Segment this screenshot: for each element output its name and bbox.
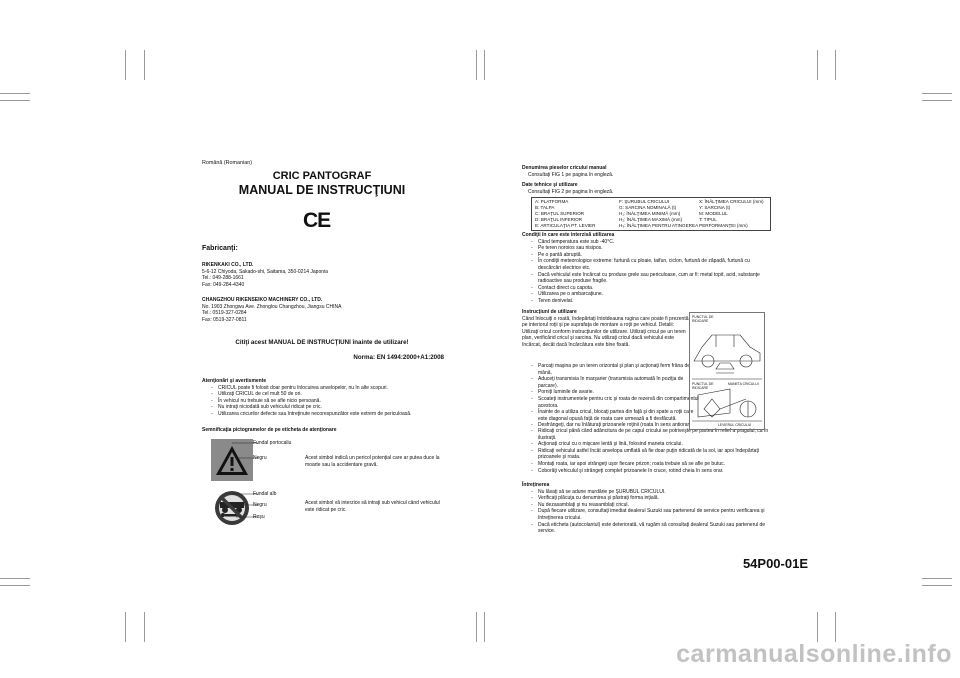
jacking-illustration xyxy=(689,312,765,430)
crop-mark xyxy=(0,585,30,586)
manufacturers-heading: Fabricanţi: xyxy=(202,245,238,252)
tech-data-section: Date tehnice şi utilizare Consultaţi FIG 2 pe pagina în engleză. xyxy=(522,182,614,195)
ce-mark: CE xyxy=(303,209,331,232)
jack-lever-label: LEVIERUL CRICULUI xyxy=(718,423,752,427)
crop-mark xyxy=(484,50,485,80)
crop-mark xyxy=(817,50,818,80)
crop-mark xyxy=(0,578,30,579)
warnings-list: - CRICUL poate fi folosit doar pentru înlocuirea anvelopelor, nu în alte scopuri. - Utilizaţi CRICUL de cel mult 50 de ori. - În vehicul nu trebuie să se afle nicio persoană. - Nu intraţi niciodată sub vehiculul ridicat pe cric. - Utilizarea cricurilor defecte sau întreţinute necorespunzător este extrem de periculoasă. xyxy=(202,385,452,418)
watermark: carmanualsonline.info xyxy=(676,640,952,668)
crop-mark xyxy=(144,612,145,642)
crop-mark xyxy=(922,93,952,94)
title-jack: CRIC PANTOGRAF xyxy=(272,170,372,182)
crop-mark xyxy=(835,612,836,642)
bg-white-label: Fundal alb xyxy=(253,491,277,497)
pictogram-1-description: Acest simbol indică un pericol potenţial care ar putea duce la moarte sau la accidentare gravă. xyxy=(305,455,440,468)
specs-table: A: PLATFORMA F: ŞURUBUL CRICULUI X: ÎNĂLŢIMEA CRICULUI (mm) B: TALPA G: SARCINA NOMINALĂ (t) Y: SARCINA (t) C: BRAŢUL SUPERIOR H₁: ÎNĂLŢIMEA MINIMĂ (mm) M: MODELUL D: BRAŢUL INFERIOR H₂: ÎNĂLŢIMEA MAXIMĂ (mm) T: TIPUL E: ARTICULAŢIA PT. LEVIER H₃: ÎNĂLŢIMEA PENTRU ATINGEREA PERFORMANŢEI (mm) xyxy=(531,197,771,231)
document-code: 54P00-01E xyxy=(742,556,808,571)
maintenance-section: Întreţinerea - Nu lăsaţi să se adune murdărie pe ŞURUBUL CRICULUI. - Verificaţi plăcuţa cu denumirea şi păstraţi forma inţială. - Nu dezasamblaţi şi nu reasamblaţi cricul. - După fiecare utilizare, consultaţi imediat dealerul Suzuki sau partenerul de service pentru verificarea şi întreţinerea cricului. - Dacă eticheta (autocolantul) este deteriorată, vă rugăm să consultaţi dealerul Suzuki sau partenerul de service. xyxy=(522,482,774,535)
usage-instructions-section: Instrucţiuni de utilizare Când înlocuiţi o roată, îndepărtaţi întotdeauna rugina care poate fi prezentă pe interiorul roţii şi pe suprafaţa de montare a roţii pe vehicul. Detalii: Utilizaţi cricul conform instrucţiunilor de utilizare. Utilizaţi cricul pe un teren plan, verificând cricul şi sarcina. Nu utilizaţi cricul dacă vehiculul este încărcat, decât dacă încărcătura este bine fixată. xyxy=(522,309,689,348)
crop-mark xyxy=(922,585,952,586)
title-manual: MANUAL DE INSTRUCŢIUNI xyxy=(238,183,406,197)
crop-mark xyxy=(922,100,952,101)
crop-mark xyxy=(835,50,836,80)
prohibited-conditions-section: Condiţii în care este interzisă utilizarea - Când temperatura este sub -40°C. - Pe teren noroios sau nisipos. - Pe o pantă abruptă. - În condiţii meteorologice extreme: furtună cu ploaie, taifun, ciclon, furtună de zăpadă, furtună cu descărcări electrice etc. - Dacă vehiculul este încărcat cu produse grele sau periculoase, cum ar fi: metal topit, acid, substanţe radioactive sau produse fragile. - Contact direct cu capota. - Utilizarea pe o ambarcaţiune. - Teren denivelat. xyxy=(522,232,774,305)
bg-orange-label: Fundal portocaliu xyxy=(253,440,292,446)
crop-mark xyxy=(922,578,952,579)
warnings-section: Atenţionări şi avertismente - CRICUL poate fi folosit doar pentru înlocuirea anvelopelor, nu în alte scopuri. - Utilizaţi CRICUL de cel mult 50 de ori. - În vehicul nu trebuie să se afle nicio persoană. - Nu intraţi niciodată sub vehiculul ridicat pe cric. - Utilizarea cricurilor defecte sau întreţinute necorespunzător este extrem de periculoasă. xyxy=(202,378,452,418)
black-label: Negru xyxy=(253,455,267,461)
crop-mark xyxy=(476,612,477,642)
part-names-section: Denumirea pieselor cricului manual Consultaţi FIG 1 pe pagina în engleză. xyxy=(522,165,614,178)
crop-mark xyxy=(0,100,30,101)
pictogram-heading: Semnificaţia pictogramelor de pe eticheta de atenţionare xyxy=(202,427,337,433)
lift-point-label: PUNCTUL DE RIDICARE xyxy=(692,315,714,323)
crop-mark xyxy=(125,612,126,642)
language-label: Română (Romanian) xyxy=(202,160,253,166)
crop-mark xyxy=(125,50,126,80)
crop-mark xyxy=(817,612,818,642)
manufacturer-1: RIKENKAKI CO., LTD. 5-6-12 Chiyoda, Sakado-shi, Saitama, 350-0214 Japonia Tel.: 049-288-1661 Fax: 049-284-4340 xyxy=(202,262,328,288)
maintenance-list: - Nu lăsaţi să se adune murdărie pe ŞURUBUL CRICULUI. - Verificaţi plăcuţa cu denumirea şi păstraţi forma inţială. - Nu dezasamblaţi şi nu reasamblaţi cricul. - După fiecare utilizare, consultaţi imediat dealerul Suzuki sau partenerul de service pentru verificarea şi întreţinerea cricului. - Dacă eticheta (autocolantul) este deteriorată, vă rugăm să consultaţi dealerul Suzuki sau partenerul de service. xyxy=(522,489,774,535)
black-label: Negru xyxy=(253,502,267,508)
norm-label: Norma: EN 1494:2000+A1:2008 xyxy=(353,354,444,361)
lift-point-label: PUNCTUL DE RIDICARE xyxy=(692,382,714,390)
pictogram-2-description: Acest simbol vă interzice să intraţi sub vehicul când vehiculul este ridicat pe cric. xyxy=(305,500,440,513)
crop-mark xyxy=(484,612,485,642)
read-notice: Citiţi acest MANUAL DE INSTRUCŢIUNI înainte de utilizare! xyxy=(235,339,409,346)
red-label: Roşu xyxy=(253,514,265,520)
crop-mark xyxy=(144,50,145,80)
instructions-list-top: - Parcaţi maşina pe un teren orizontal şi plan şi acţionaţi ferm frâna de mână. - Aduceţi transmisia în marşarier (transmisia automată în poziţia de parcare). - Porniţi luminile de avarie. - Scoateţi instrumentele pentru cric şi roata de rezervă din compartimentul acestora. - Înainte de a utiliza cricul, blocaţi partea din faţă şi din spate a roţii care este diagonal opusă faţă de roata care urmează a fi desfăcută. - Desfrângeţi, dar nu înlăturaţi prizoanele roţinii (roata în sens antiorar. xyxy=(522,363,699,429)
manufacturer-2: CHANGZHOU RIKENSEIKO MACHINERY CO., LTD. No. 1903 Zhongwu Ave. Zhonglou Changzhou, Jiangsu CHINA Tel.: 0519-327-0284 Fax: 0519-327-0811 xyxy=(202,297,342,323)
jack-diagram-icon xyxy=(690,313,764,429)
jack-handle-label: MANETA CRICULUI xyxy=(728,382,759,386)
crop-mark xyxy=(476,50,477,80)
conditions-list: - Când temperatura este sub -40°C. - Pe teren noroios sau nisipos. - Pe o pantă abruptă. - În condiţii meteorologice extreme: furtună cu ploaie, taifun, ciclon, furtună de zăpadă, furtună cu descărcări electrice etc. - Dacă vehiculul este încărcat cu produse grele sau periculoase, cum ar fi: metal topit, acid, substanţe radioactive sau produse fragile. - Contact direct cu capota. - Utilizarea pe o ambarcaţiune. - Teren denivelat. xyxy=(522,239,774,305)
instructions-list-bottom: - Ridicaţi cricul până când adâncitura de pe capul cricului se potriveşte pe partea în relief a pragului, ca în ilustraţii. - Acţionaţi cricul cu o mişcare lentă şi lină, folosind maneta cricului. - Ridicaţi vehiculul astfel încât anvelopa umflată să fie doar puţin ridicată de la sol, iar apoi îndepărtaţi prizoanele şi roata. - Montaţi roata, iar apoi strângeţi uşor fiecare prizon; roata trebuie să se afle pe butuc. - Coborâţi vehiculul şi strângeţi complet prizoanele în cruce, rotind cheia în sens orar. xyxy=(522,428,783,474)
crop-mark xyxy=(0,93,30,94)
